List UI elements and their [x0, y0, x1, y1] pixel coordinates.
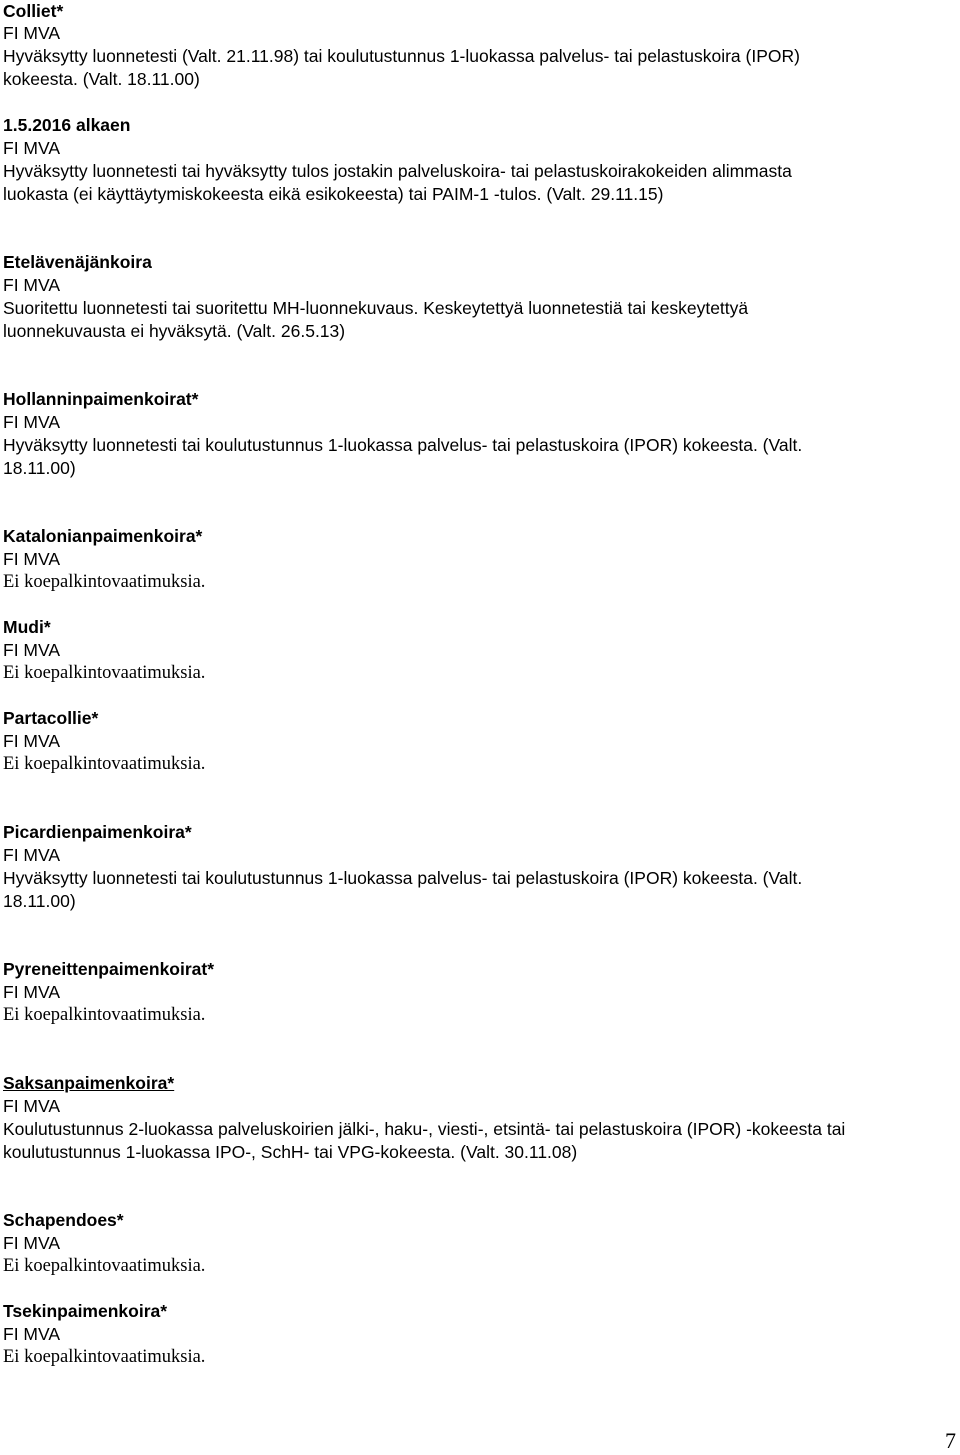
text-line: FI MVA	[3, 731, 61, 751]
text-line: 18.11.00)	[3, 458, 76, 478]
text-line: Ei koepalkintovaatimuksia.	[3, 1005, 206, 1025]
text-line: Ei koepalkintovaatimuksia.	[3, 572, 206, 592]
section-heading: Schapendoes*	[3, 1210, 124, 1230]
page-number: 7	[945, 1428, 956, 1453]
text-line: FI MVA	[3, 275, 61, 295]
section-heading: 1.5.2016 alkaen	[3, 115, 131, 135]
section-heading: Tsekinpaimenkoira*	[3, 1301, 168, 1321]
text-line: koulutustunnus 1-luokassa IPO-, SchH- tai VPG-kokeesta. (Valt. 30.11.08)	[3, 1142, 578, 1162]
section-heading: Partacollie*	[3, 708, 99, 728]
text-line: Hyväksytty luonnetesti tai hyväksytty tulos jostakin palveluskoira- tai pelastuskoirakokeiden alimmasta	[3, 161, 792, 181]
text-line: Ei koepalkintovaatimuksia.	[3, 663, 206, 683]
section-heading: Colliet*	[3, 1, 64, 21]
text-line: 18.11.00)	[3, 891, 76, 911]
text-line: Ei koepalkintovaatimuksia.	[3, 1256, 206, 1276]
section-heading: Hollanninpaimenkoirat*	[3, 389, 199, 409]
section-heading: Katalonianpaimenkoira*	[3, 526, 203, 546]
text-line: FI MVA	[3, 412, 61, 432]
text-line: FI MVA	[3, 1324, 61, 1344]
text-line: Ei koepalkintovaatimuksia.	[3, 1347, 206, 1367]
text-line: FI MVA	[3, 1096, 61, 1116]
text-line: Hyväksytty luonnetesti (Valt. 21.11.98) tai koulutustunnus 1-luokassa palvelus- tai pelastuskoira (IPOR)	[3, 46, 800, 66]
text-line: FI MVA	[3, 640, 61, 660]
section-heading: Mudi*	[3, 617, 51, 637]
text-line: FI MVA	[3, 549, 61, 569]
text-line: FI MVA	[3, 138, 61, 158]
text-line: Hyväksytty luonnetesti tai koulutustunnus 1-luokassa palvelus- tai pelastuskoira (IPOR) kokeesta. (Valt.	[3, 868, 803, 888]
text-line: FI MVA	[3, 23, 61, 43]
section-heading: Saksanpaimenkoira*	[3, 1073, 175, 1093]
section-heading: Pyreneittenpaimenkoirat*	[3, 959, 215, 979]
text-line: Ei koepalkintovaatimuksia.	[3, 754, 206, 774]
section-heading: Etelävenäjänkoira	[3, 252, 152, 272]
text-line: FI MVA	[3, 982, 61, 1002]
text-line: Suoritettu luonnetesti tai suoritettu MH-luonnekuvaus. Keskeytettyä luonnetestiä tai keskeytettyä	[3, 298, 749, 318]
text-line: luokasta (ei käyttäytymiskokeesta eikä esikokeesta) tai PAIM-1 -tulos. (Valt. 29.11.15)	[3, 184, 664, 204]
text-line: Hyväksytty luonnetesti tai koulutustunnus 1-luokassa palvelus- tai pelastuskoira (IPOR) kokeesta. (Valt.	[3, 435, 803, 455]
text-line: FI MVA	[3, 845, 61, 865]
text-line: luonnekuvausta ei hyväksytä. (Valt. 26.5.13)	[3, 321, 346, 341]
section-heading: Picardienpaimenkoira*	[3, 822, 192, 842]
text-line: FI MVA	[3, 1233, 61, 1253]
text-line: Koulutustunnus 2-luokassa palveluskoirien jälki-, haku-, viesti-, etsintä- tai pelastuskoira (IPOR) -kokeesta tai	[3, 1119, 846, 1139]
text-line: kokeesta. (Valt. 18.11.00)	[3, 69, 200, 89]
